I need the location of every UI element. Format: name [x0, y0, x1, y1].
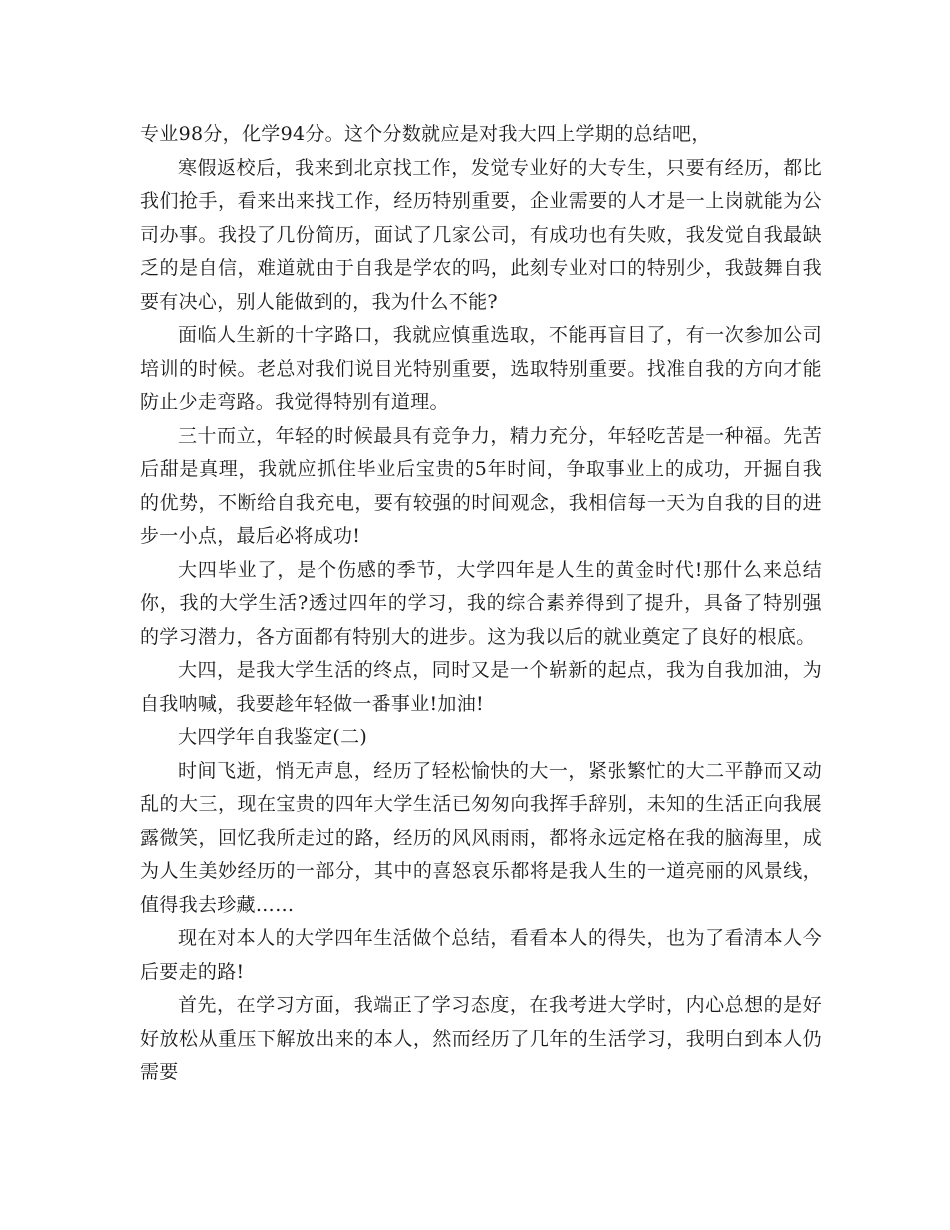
- paragraph: 首先，在学习方面，我端正了学习态度，在我考进大学时，内心总想的是好好放松从重压下解放出来的本人，然而经历了几年的生活学习，我明白到本人仍需要: [140, 994, 822, 1083]
- paragraph: 时间飞逝，悄无声息，经历了轻松愉快的大一，紧张繁忙的大二平静而又动乱的大三，现在宝贵的四年大学生活已匆匆向我挥手辞别，未知的生活正向我展露微笑，回忆我所走过的路，经历的风风雨雨，都将永远定格在我的脑海里，成为人生美妙经历的一部分，其中的喜怒哀乐都将是我人生的一道亮丽的风景线，值得我去珍藏……: [140, 759, 822, 916]
- document-body: [140, 118, 822, 1090]
- section-heading: 大四学年自我鉴定(二): [178, 726, 368, 748]
- paragraph: 三十而立，年轻的时候最具有竞争力，精力充分，年轻吃苦是一种福。先苦后甜是真理，我就应抓住毕业后宝贵的5年时间，争取事业上的成功，开掘自我的优势，不断给自我充电，要有较强的时间观念，我相信每一天为自我的目的进步一小点，最后必将成功!: [140, 424, 822, 547]
- paragraph-continuation: 专业98分，化学94分。这个分数就应是对我大四上学期的总结吧，: [140, 123, 711, 145]
- paragraph: 面临人生新的十字路口，我就应慎重选取，不能再盲目了，有一次参加公司培训的时候。老总对我们说目光特别重要，选取特别重要。找准自我的方向才能防止少走弯路。我觉得特别有道理。: [140, 324, 822, 413]
- paragraph: 寒假返校后，我来到北京找工作，发觉专业好的大专生，只要有经历，都比我们抢手，看来出来找工作，经历特别重要，企业需要的人才是一上岗就能为公司办事。我投了几份简历，面试了几家公司，有成功也有失败，我发觉自我最缺乏的是自信，难道就由于自我是学农的吗，此刻专业对口的特别少，我鼓舞自我要有决心，别人能做到的，我为什么不能?: [140, 156, 822, 313]
- paragraph: 大四，是我大学生活的终点，同时又是一个崭新的起点，我为自我加油，为自我呐喊，我要趁年轻做一番事业!加油!: [140, 659, 822, 715]
- paragraph: 大四毕业了，是个伤感的季节，大学四年是人生的黄金时代!那什么来总结你，我的大学生活?透过四年的学习，我的综合素养得到了提升，具备了特别强的学习潜力，各方面都有特别大的进步。这为我以后的就业奠定了良好的根底。: [140, 558, 822, 648]
- paragraph: 现在对本人的大学四年生活做个总结，看看本人的得失，也为了看清本人今后要走的路!: [140, 927, 822, 983]
